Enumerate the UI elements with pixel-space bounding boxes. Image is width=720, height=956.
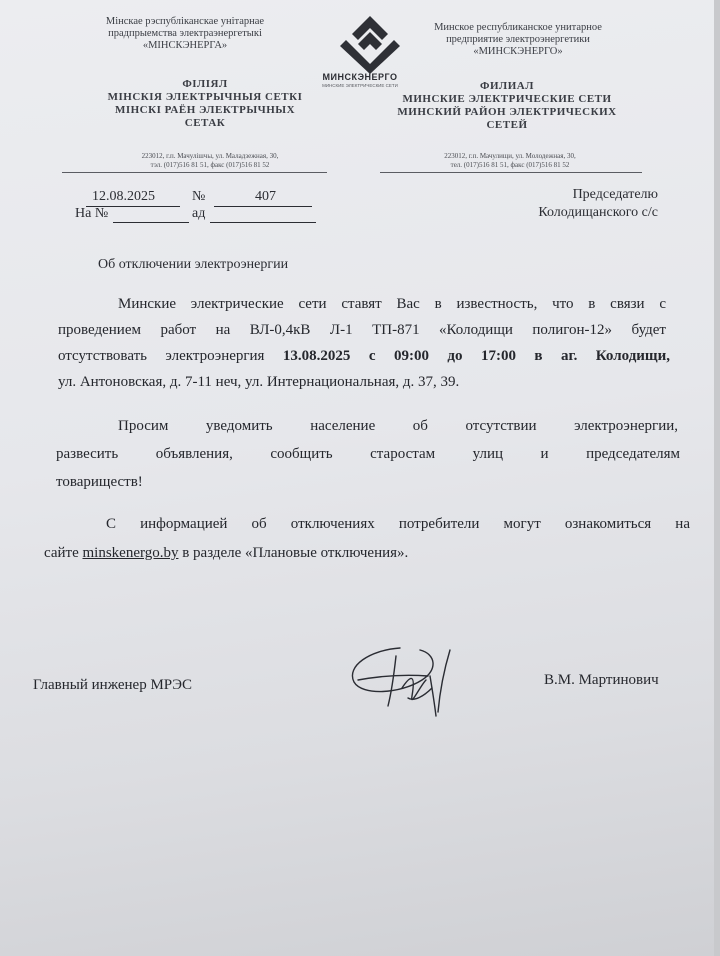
outage-time-emphasis: 13.08.2025 с 09:00 до 17:00 в аг. Колодищи, <box>282 348 670 364</box>
number-label: № <box>192 189 206 204</box>
website-link[interactable]: minskenergo.by <box>82 545 179 561</box>
header-right-address <box>390 152 630 170</box>
header-left-address-line: 223012, г.п. Мачулішчы, ул. Маладзежная, 30, <box>141 152 279 160</box>
body-line: развесить объявления, сообщить старостам улиц и председателям <box>56 446 680 462</box>
header-left-branch-line: ФІЛІЯЛ <box>182 78 228 90</box>
recipient <box>538 186 658 222</box>
header-divider-left <box>62 172 327 173</box>
body-line-emphasis <box>58 344 670 368</box>
header-right-org <box>388 22 648 58</box>
header-left-address-line: тэл. (017)516 81 51, факс (017)516 81 52 <box>150 161 270 169</box>
body-line: товариществ! <box>56 474 143 490</box>
header-left-branch-line: МІНСКІ РАЁН ЭЛЕКТРЫЧНЫХ <box>114 104 296 116</box>
minskenergo-logo-icon <box>330 14 410 94</box>
body-line: С информацией об отключениях потребители могут ознакомиться на <box>106 516 690 532</box>
body-line-link <box>44 541 408 565</box>
header-left-branch-line: МІНСКІЯ ЭЛЕКТРЫЧНЫЯ СЕТКІ <box>107 91 303 103</box>
recipient-line: Колодищанского с/с <box>538 205 658 220</box>
header-right-branch-line: СЕТЕЙ <box>486 119 528 131</box>
body-text: отсутствовать электроэнергия <box>58 348 283 364</box>
header-left-branch-line: СЕТАК <box>184 117 226 129</box>
body-line: проведением работ на ВЛ-0,4кВ Л-1 ТП-871 «Колодищи полигон-12» будет <box>58 322 666 338</box>
handwritten-signature-icon <box>340 636 470 726</box>
header-right-address-line: 223012, г.п. Мачулищи, ул. Молодежная, 30, <box>444 152 576 160</box>
header-left-org-line: Мінскае рэспубліканскае унітарнае <box>105 16 265 27</box>
body-line: Просим уведомить население об отсутствии электроэнергии, <box>118 418 678 434</box>
header-divider-right <box>380 172 642 173</box>
letter-date: 12.08.2025 <box>92 189 155 204</box>
letter-number: 407 <box>255 189 276 204</box>
header-left-address <box>90 152 330 170</box>
header-right-org-line: Минское республиканское унитарное <box>434 22 602 33</box>
logo-subtitle: МИНСКИЕ ЭЛЕКТРИЧЕСКИЕ СЕТИ <box>322 83 398 88</box>
ref-label: На № <box>75 206 109 221</box>
letter-subject: Об отключении электроэнергии <box>98 257 289 272</box>
from-label: ад <box>192 206 206 221</box>
signatory-position: Главный инженер МРЭС <box>33 677 193 693</box>
header-left-org-line: «МІНСКЭНЕРГА» <box>142 40 228 51</box>
header-left-org <box>60 16 310 52</box>
header-right-branch-line: МИНСКИЙ РАЙОН ЭЛЕКТРИЧЕСКИХ <box>397 106 617 118</box>
body-text: сайте <box>44 545 83 561</box>
header-right-branch-line: МИНСКИЕ ЭЛЕКТРИЧЕСКИЕ СЕТИ <box>402 93 612 105</box>
header-right-org-line: «МИНСКЭНЕРГО» <box>473 46 563 57</box>
header-right-branch-line: ФИЛИАЛ <box>480 80 534 92</box>
logo-name: МИНСКЭНЕРГО <box>322 72 398 82</box>
header-right-org-line: предприятие электроэнергетики <box>446 34 590 45</box>
header-left-org-line: прадпрыемства электраэнергетыкі <box>108 28 262 39</box>
ref-underline <box>113 222 189 223</box>
body-text: в разделе «Плановые отключения». <box>178 545 409 561</box>
signatory-name: В.М. Мартинович <box>544 672 659 688</box>
number-underline <box>214 206 312 207</box>
body-line: Минские электрические сети ставят Вас в известность, что в связи с <box>118 296 666 312</box>
recipient-line: Председателю <box>572 187 658 202</box>
from-underline <box>210 222 316 223</box>
header-right-address-line: тел. (017)516 81 51, факс (017)516 81 52 <box>450 161 570 169</box>
body-line: ул. Антоновская, д. 7-11 неч, ул. Интернациональная, д. 37, 39. <box>58 374 460 390</box>
